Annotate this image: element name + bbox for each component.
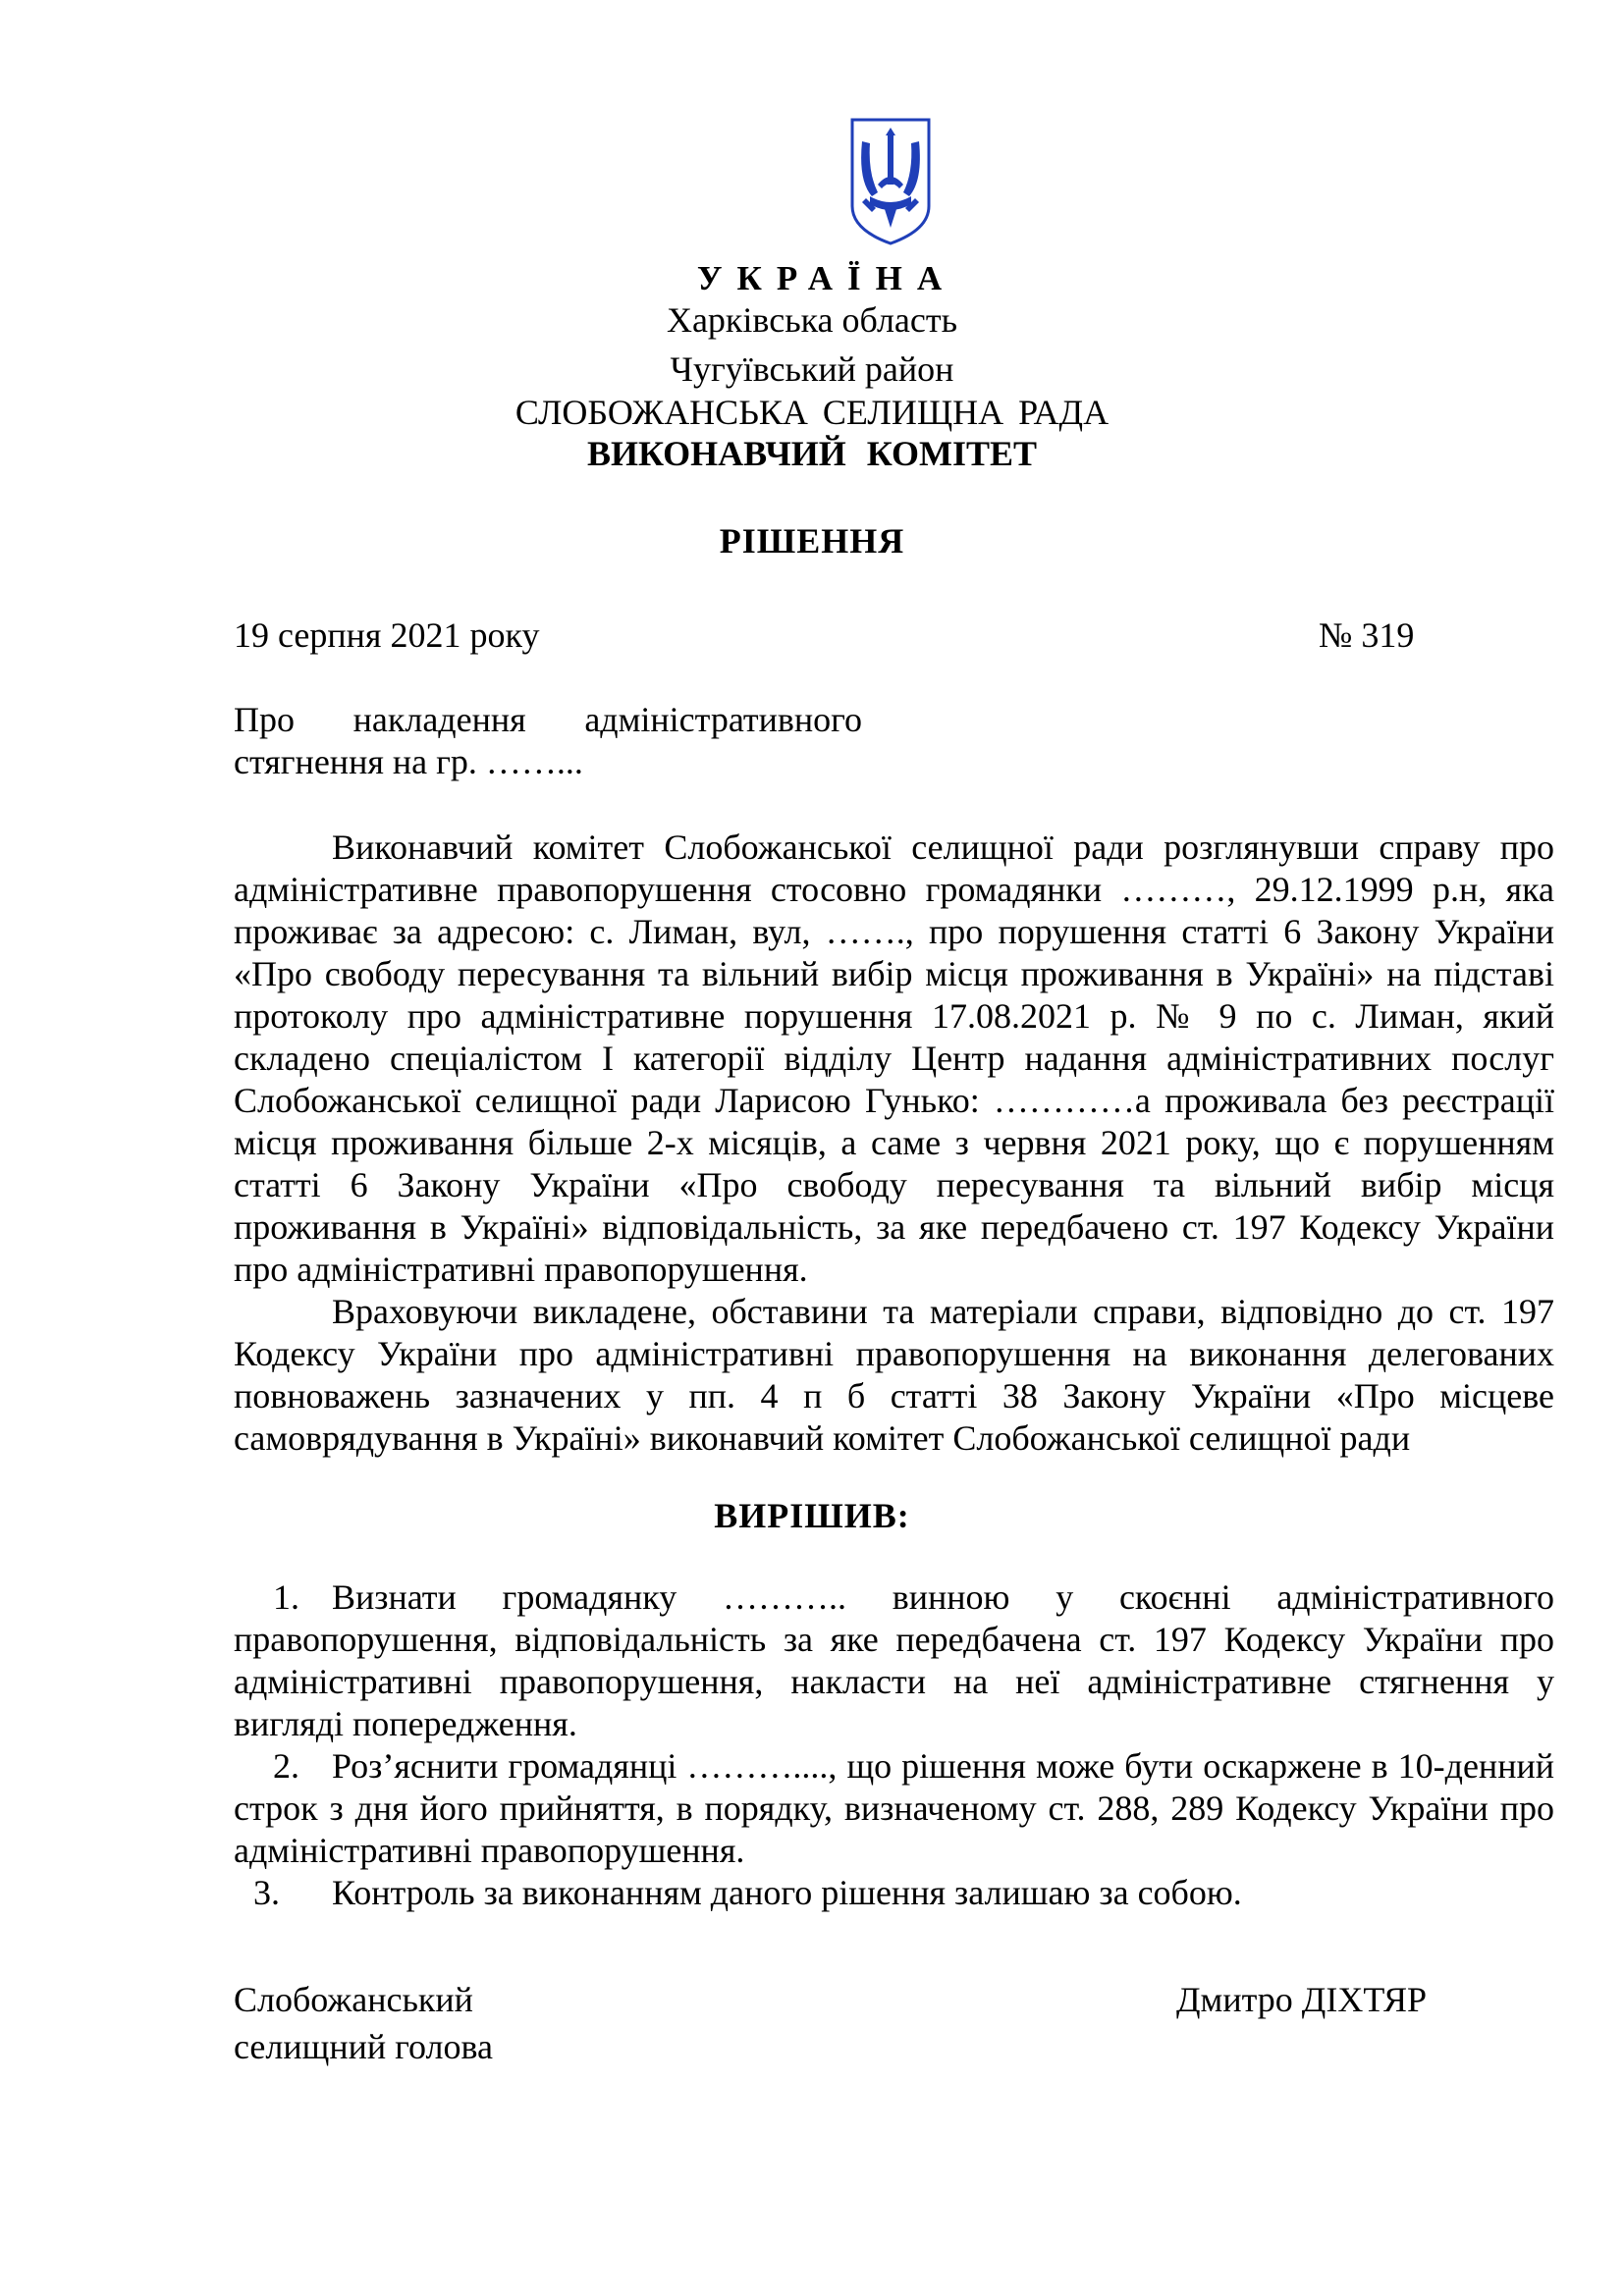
trident-coat-of-arms-icon xyxy=(848,116,933,247)
paragraph-line: про адміністративні правопорушення. xyxy=(234,1250,808,1289)
paragraph-line: Кодексу України про адміністративні правопорушення на виконання делегованих xyxy=(234,1334,1554,1373)
oblast-heading: Харківська область xyxy=(666,300,958,340)
council-heading: СЛОБОЖАНСЬКА СЕЛИЩНА РАДА xyxy=(514,393,1110,432)
decision-number: № 319 xyxy=(1319,615,1415,655)
item-text: Роз’яснити громадянці ………...., що рішення може бути оскаржене в 10-денний xyxy=(332,1746,1554,1786)
decision-subject xyxy=(234,699,862,783)
paragraph-line: «Про свободу пересування та вільний вибір місця проживання в Україні» на підставі xyxy=(234,954,1554,993)
paragraph-line: місця проживання більше 2-х місяців, а саме з червня 2021 року, що є порушенням xyxy=(234,1123,1554,1162)
item-line: строк з дня його прийняття, в порядку, визначеному ст. 288, 289 Кодексу України про xyxy=(234,1789,1554,1828)
country-heading: УКРАЇНА xyxy=(696,259,957,297)
raion-heading: Чугуївський район xyxy=(670,349,954,389)
signatory-title-line: Слобожанський xyxy=(234,1980,473,2019)
item-number: 2. xyxy=(273,1746,299,1786)
signatory-title xyxy=(234,1979,493,2068)
item-line xyxy=(234,1872,1554,1914)
item-number: 1. xyxy=(273,1577,299,1617)
item-text: Визнати громадянку ……….. винною у скоєнні адміністративного xyxy=(332,1577,1554,1617)
decision-item-2 xyxy=(234,1745,1554,1872)
signatory-title-line: селищний голова xyxy=(234,2027,494,2066)
decision-item-3 xyxy=(234,1872,1554,1914)
body-paragraph-2 xyxy=(234,1291,1554,1460)
paragraph-line: повноважень зазначених у пп. 4 п б статті 38 Закону України «Про місцеве xyxy=(234,1376,1554,1415)
decision-date: 19 серпня 2021 року xyxy=(234,615,540,655)
decision-item-1 xyxy=(234,1576,1554,1745)
body-paragraph-1 xyxy=(234,827,1554,1291)
item-line xyxy=(234,1576,1554,1619)
subject-line: Про накладення адміністративного xyxy=(234,700,862,739)
committee-heading: ВИКОНАВЧИЙ КОМІТЕТ xyxy=(586,434,1038,473)
resolved-heading: ВИРІШИВ: xyxy=(714,1496,910,1535)
item-line: адміністративні правопорушення, накласти на неї адміністративне стягнення у xyxy=(234,1662,1554,1701)
paragraph-line: Виконавчий комітет Слобожанської селищної ради розглянувши справу про xyxy=(332,828,1554,867)
signatory-name: Дмитро ДІХТЯР xyxy=(1176,1980,1427,2019)
item-number: 3. xyxy=(253,1873,280,1912)
item-text: Контроль за виконанням даного рішення залишаю за собою. xyxy=(332,1873,1242,1912)
paragraph-line: адміністративне правопорушення стосовно громадянки ………, 29.12.1999 р.н, яка xyxy=(234,870,1554,909)
paragraph-line: Враховуючи викладене, обставини та матеріали справи, відповідно до ст. 197 xyxy=(332,1292,1554,1331)
item-line xyxy=(234,1745,1554,1788)
item-line: вигляді попередження. xyxy=(234,1704,577,1743)
paragraph-line: складено спеціалістом І категорії відділу Центр надання адміністративних послуг xyxy=(234,1039,1554,1078)
item-line: правопорушення, відповідальність за яке передбачена ст. 197 Кодексу України про xyxy=(234,1620,1554,1659)
document-type-title: РІШЕННЯ xyxy=(719,521,905,561)
subject-line: стягнення на гр. ……... xyxy=(234,742,583,781)
paragraph-line: протоколу про адміністративне порушення 17.08.2021 р. № 9 по с. Лиман, який xyxy=(234,996,1554,1036)
item-line: адміністративні правопорушення. xyxy=(234,1831,745,1870)
paragraph-line: проживання в Україні» відповідальність, за яке передбачено ст. 197 Кодексу України xyxy=(234,1207,1554,1247)
paragraph-line: самоврядування в Україні» виконавчий комітет Слобожанської селищної ради xyxy=(234,1418,1411,1458)
paragraph-line: Слобожанської селищної ради Ларисою Гунько: …………а проживала без реєстрації xyxy=(234,1081,1554,1120)
paragraph-line: статті 6 Закону України «Про свободу пересування та вільний вибір місця xyxy=(234,1165,1554,1204)
paragraph-line: проживає за адресою: с. Лиман, вул, ……., про порушення статті 6 Закону України xyxy=(234,912,1554,951)
